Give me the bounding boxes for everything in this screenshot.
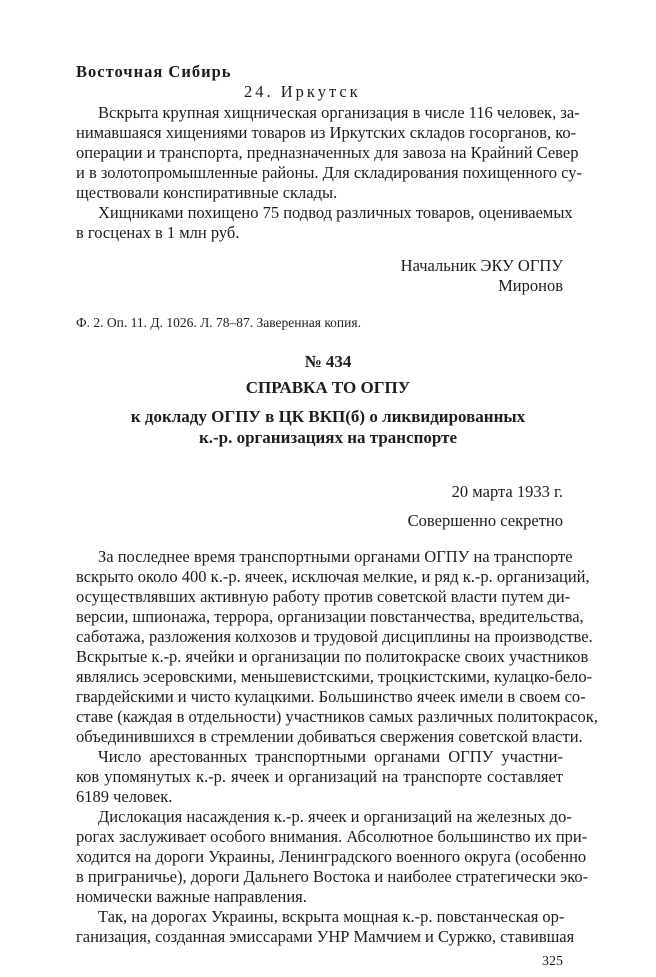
section-text-line: операции и транспорта, предназначенных для завоза на Крайний Север [76, 143, 579, 162]
section-text-line: в госценах в 1 млн руб. [76, 223, 240, 242]
body-text-line: версии, шпионажа, террора, организации повстанчества, вредительства, [76, 607, 584, 626]
item-heading: 24. Иркутск [244, 82, 361, 101]
body-text-line: Так, на дорогах Украины, вскрыта мощная к.-р. повстанческая ор- [98, 907, 565, 926]
section-text-line: Хищниками похищено 75 подвод различных товаров, оцениваемых [98, 203, 573, 222]
body-text-line: 6189 человек. [76, 787, 173, 806]
signature-title: Начальник ЭКУ ОГПУ [400, 256, 563, 275]
body-text-line: ганизация, созданная эмиссарами УНР Мамчием и Суржко, ставившая [76, 927, 575, 946]
section-text-line: нимавшаяся хищениями товаров из Иркутских складов госорганов, ко- [76, 123, 577, 142]
body-text-line: саботажа, разложения колхозов и трудовой дисциплины на производстве. [76, 627, 593, 646]
body-text-line: осуществлявших активную работу против советской власти путем ди- [76, 587, 571, 606]
classification-stamp: Совершенно секретно [407, 511, 563, 530]
body-text-line: в приграничье), дороги Дальнего Востока и наиболее стратегически эко- [76, 867, 589, 886]
body-text-line: гвардейскими и чисто кулацкими. Большинство ячеек имели в своем со- [76, 687, 586, 706]
document-subtitle-line-2: к.-р. организациях на транспорте [198, 428, 458, 447]
document-title: СПРАВКА ТО ОГПУ [245, 378, 411, 397]
body-text-line: объединившихся в стремлении добиваться свержения советской власти. [76, 727, 583, 746]
body-text-line: ков упомянутых к.-р. ячеек и организаций на транспорте составляет [76, 767, 563, 786]
section-text-line: и в золотопромышленные районы. Для складирования похищенного су- [76, 163, 583, 182]
archive-note: Ф. 2. Оп. 11. Д. 1026. Л. 78–87. Заверенная копия. [76, 315, 361, 330]
body-text-line: Вскрытые к.-р. ячейки и организации по политокраске своих участников [76, 647, 589, 666]
region-heading: Восточная Сибирь [76, 62, 232, 81]
body-text-line: вскрыто около 400 к.-р. ячеек, исключая мелкие, и ряд к.-р. организаций, [76, 567, 590, 586]
body-text-line: являлись эсеровскими, меньшевистскими, троцкистскими, кулацко-бело- [76, 667, 593, 686]
body-text-line: За последнее время транспортными органами ОГПУ на транспорте [98, 547, 573, 566]
body-text-line: Дислокация насаждения к.-р. ячеек и организаций на железных до- [98, 807, 572, 826]
body-text-line: номически важные направления. [76, 887, 307, 906]
document-date: 20 марта 1933 г. [451, 482, 563, 501]
body-text-line: Число арестованных транспортными органами ОГПУ участни- [98, 747, 563, 766]
document-number: № 434 [304, 352, 352, 371]
body-text-line: рогах заслуживает особого внимания. Абсолютное большинство их при- [76, 827, 588, 846]
document-subtitle-line-1: к докладу ОГПУ в ЦК ВКП(б) о ликвидированных [130, 407, 526, 426]
page-number: 325 [542, 954, 563, 969]
section-text-line: ществовали конспиративные склады. [76, 183, 338, 202]
body-text-line: ходится на дороги Украины, Ленинградского военного округа (особенно [76, 847, 587, 866]
signature-name: Миронов [498, 276, 563, 295]
body-text-line: ставе (каждая в отдельности) участников самых различных политокрасок, [76, 707, 598, 726]
section-text-line: Вскрыта крупная хищническая организация в числе 116 человек, за- [98, 103, 580, 122]
